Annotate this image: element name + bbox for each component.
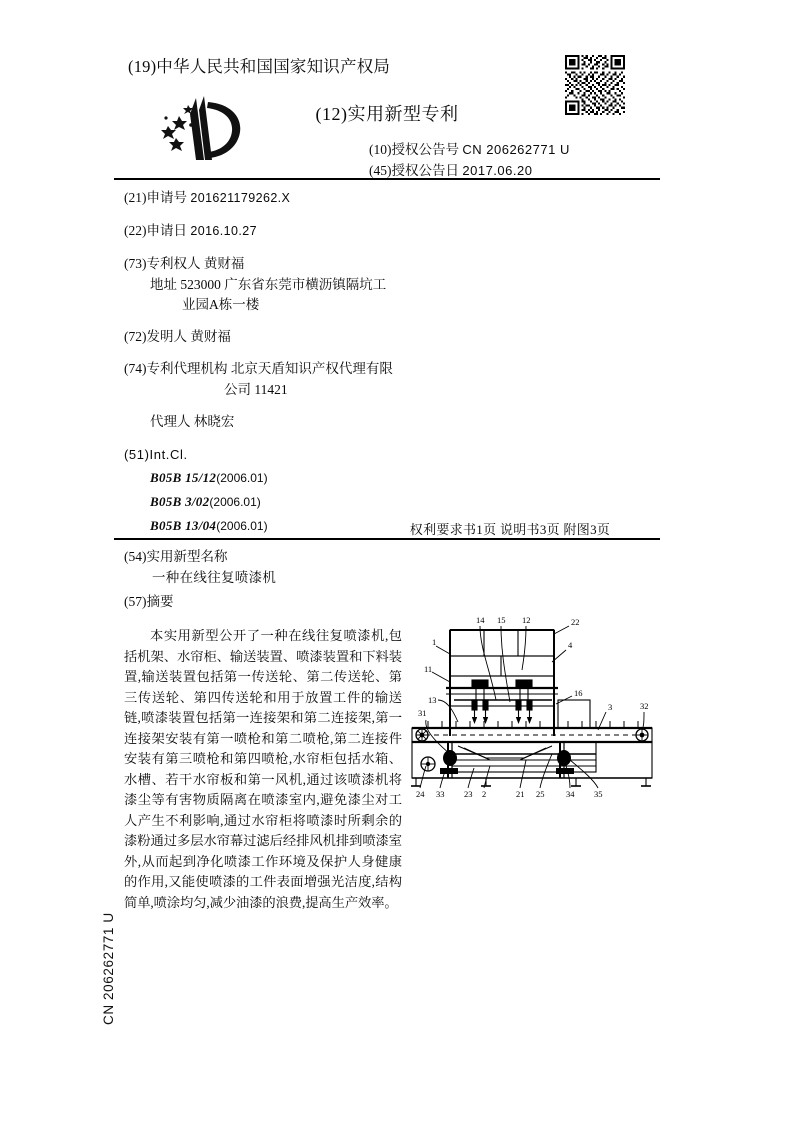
- issuing-office: [128, 53, 390, 77]
- agency-code: (74): [124, 361, 147, 376]
- agent-label: 代理人: [150, 414, 191, 429]
- inventor-label: 发明人: [146, 329, 187, 344]
- figure-callout: 25: [536, 789, 545, 798]
- ipc-item: [150, 468, 544, 488]
- figure-callout: 2: [482, 789, 487, 798]
- side-publication-code: CN 206262771 U: [101, 912, 116, 1025]
- abstract-section: [114, 546, 660, 910]
- figure-callout: 4: [568, 640, 573, 650]
- figure-callout: 32: [640, 701, 649, 711]
- application-date-label: 申请日: [146, 223, 187, 238]
- address-line-1: 523000 广东省东莞市横沥镇隔坑工: [180, 277, 387, 292]
- invention-name-value: 一种在线往复喷漆机: [152, 570, 277, 585]
- invention-name-code: (54): [124, 549, 147, 564]
- agent-row: [150, 412, 544, 431]
- figure-callout: 22: [571, 617, 580, 627]
- patentee-code: (73): [124, 256, 147, 271]
- publication-date-code: (45): [369, 163, 392, 178]
- application-number-label: 申请号: [146, 190, 187, 205]
- page-count-line: 权利要求书1页 说明书3页 附图3页: [409, 522, 611, 537]
- ipc-label: Int.Cl.: [149, 447, 188, 462]
- ipc-header: [124, 445, 544, 464]
- qr-code-icon: [565, 55, 625, 115]
- invention-name-header: [124, 546, 660, 567]
- application-date-value: 2016.10.27: [190, 224, 257, 238]
- figure-callout: 13: [428, 695, 437, 705]
- address-line-2-row: [182, 295, 544, 314]
- figure-callout: 21: [516, 789, 525, 798]
- header-divider: [114, 178, 660, 180]
- application-date-code: (22): [124, 223, 147, 238]
- abstract-figure: [406, 608, 658, 798]
- publication-number-label: 授权公告号: [391, 142, 459, 157]
- kind-title-text: 实用新型专利: [347, 104, 459, 124]
- figure-callout: 33: [436, 789, 445, 798]
- agency-label: 专利代理机构: [146, 361, 228, 376]
- agency-value: 北京天盾知识产权代理有限: [230, 361, 393, 376]
- patentee-value: 黄财福: [203, 256, 245, 271]
- publication-date-label: 授权公告日: [391, 163, 459, 178]
- abstract-text: 本实用新型公开了一种在线往复喷漆机,包括机架、水帘柜、输送装置、喷漆装置和下料装置,输送装置包括第一传送轮、第二传送轮、第三传送轮、第四传送轮和用于放置工件的输送链,喷漆装置包括第一连接架和第二连接架,第一连接架安装有第一喷枪和第二喷枪,第二连接件安装有第三喷枪和第四喷枪,水帘柜包括水箱、水槽、若干水帘板和第一风机,通过该喷漆机将漆尘等有害物质隔离在喷漆室内,避免漆尘对工人产生不利影响,通过水帘柜将喷漆时所剩余的漆粉通过多层水帘幕过滤后经排风机排到喷漆室外,从而起到净化喷漆工作环境及保护人身健康的作用,又能使喷漆的工件表面增强光洁度,结构简单,喷涂均匀,减少油漆的浪费,提高生产效率。: [124, 628, 402, 910]
- figure-callout: 3: [608, 702, 613, 712]
- publication-number-row: [369, 140, 660, 159]
- agency-value-2: 公司 11421: [224, 382, 288, 397]
- ipc-symbol: B05B 3/02: [150, 494, 210, 509]
- figure-callout: 1: [432, 637, 437, 647]
- figure-callout: 35: [594, 789, 603, 798]
- office-code: (19): [128, 57, 157, 76]
- ipc-version: (2006.01): [216, 471, 268, 485]
- ipc-version: (2006.01): [209, 495, 261, 509]
- patentee-label: 专利权人: [146, 256, 201, 271]
- ipc-symbol: B05B 13/04: [150, 518, 217, 533]
- agent-value: 林晓宏: [193, 414, 235, 429]
- application-number-value: 201621179262.X: [190, 191, 291, 205]
- agency-row: [124, 359, 544, 378]
- bibliographic-data: [124, 188, 544, 540]
- publication-number-value: CN 206262771 U: [462, 142, 570, 157]
- office-name-text: 中华人民共和国国家知识产权局: [156, 57, 391, 76]
- ipc-item: [150, 492, 544, 512]
- figure-callout: 11: [424, 664, 433, 674]
- address-line-2: 业园A栋一楼: [182, 297, 260, 312]
- figure-callout: 23: [464, 789, 473, 798]
- inventor-code: (72): [124, 329, 147, 344]
- figure-callout: 31: [418, 708, 427, 718]
- figure-callout: 15: [497, 615, 506, 625]
- ipc-version: (2006.01): [216, 519, 268, 533]
- kind-code: (12): [315, 104, 348, 124]
- figure-callout: 24: [416, 789, 425, 798]
- abstract-code: (57): [124, 594, 147, 609]
- publication-date-value: 2017.06.20: [462, 163, 533, 178]
- inventor-row: [124, 327, 544, 346]
- abstract-label: 摘要: [146, 594, 174, 609]
- figure-callout: 12: [522, 615, 531, 625]
- application-number-code: (21): [124, 190, 147, 205]
- invention-name-label: 实用新型名称: [146, 549, 228, 564]
- publication-identifiers: [369, 140, 660, 182]
- figure-callout: 16: [574, 688, 583, 698]
- publication-number-code: (10): [369, 142, 392, 157]
- ipc-symbol: B05B 15/12: [150, 470, 217, 485]
- document-sheet: [114, 38, 660, 978]
- address-row: [150, 275, 544, 294]
- section-divider: [114, 538, 660, 540]
- figure-callout: 14: [476, 615, 485, 625]
- patentee-row: [124, 254, 544, 273]
- agency-row-2: [224, 380, 544, 399]
- application-number-row: [124, 188, 544, 208]
- inventor-value: 黄财福: [190, 329, 231, 344]
- application-date-row: [124, 221, 544, 241]
- ipc-code: (51): [124, 447, 150, 462]
- figure-callout: 34: [566, 789, 575, 798]
- address-label: 地址: [150, 277, 177, 292]
- document-header: [114, 38, 660, 178]
